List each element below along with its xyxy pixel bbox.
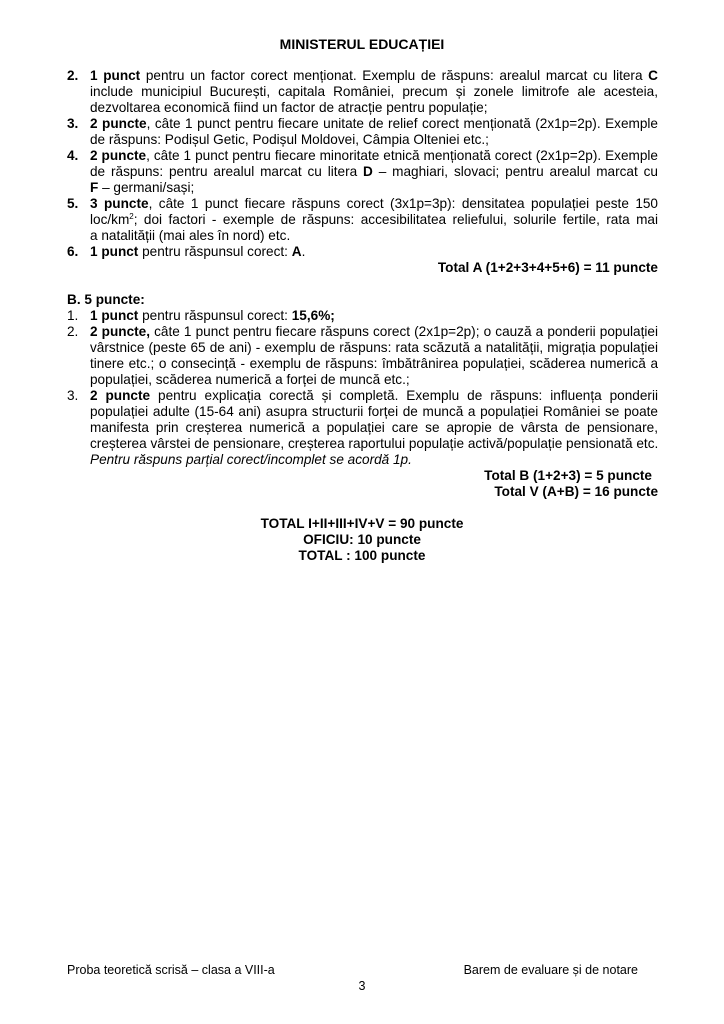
item-number: 5.: [67, 196, 79, 211]
item-line: F – germani/sași;: [90, 180, 195, 195]
item-line: a natalității (mai ales în nord) etc.: [90, 228, 291, 243]
footer-left: Proba teoretică scrisă – clasa a VIII-a: [67, 963, 275, 977]
item-number: 3.: [67, 388, 79, 403]
item-line: dezvoltarea economică fiind un factor de atracție pentru populație;: [90, 100, 488, 115]
item-line: 2 puncte pentru explicația corectă și completă. Exemplu de răspuns: influența ponderii: [90, 388, 658, 403]
item-line: manifesta prin creșterea numerică a populației care se apropie de vârsta de pensionare,: [90, 420, 658, 435]
item-number: 3.: [67, 116, 79, 131]
item-number: 2.: [67, 324, 79, 339]
item-line: de răspuns: Podișul Getic, Podișul Moldovei, Câmpia Olteniei etc.;: [90, 132, 489, 147]
item-line: populației, scăderea numerică a forței de muncă etc.;: [90, 372, 410, 387]
footer-right: Barem de evaluare și de notare: [463, 963, 638, 977]
item-line: de răspuns: pentru arealul marcat cu litera D – maghiari, slovaci; pentru arealul marcat cu: [90, 164, 658, 179]
item-line: 1 punct pentru un factor corect menționat. Exemplu de răspuns: arealul marcat cu litera C: [90, 68, 658, 83]
item-line: tinere etc.; o consecință - exemplu de răspuns: îmbătrânirea populației, scăderea numerică a: [90, 356, 658, 371]
item-line: 3 puncte, câte 1 punct fiecare răspuns corect (3x1p=3p): densitatea populației peste 150: [90, 196, 658, 211]
item-line: populației adulte (15-64 ani) asupra structurii forței de muncă a populației României se poate: [90, 404, 658, 419]
total-final: TOTAL : 100 puncte: [298, 548, 426, 563]
item-line: vârstnice (peste 65 de ani) - exemplu de răspuns: rata scăzută a natalității, migrația populației: [90, 340, 658, 355]
item-line: 2 puncte, câte 1 punct pentru fiecare unitate de relief corect menționată (2x1p=2p). Exemple: [90, 116, 658, 131]
item-line: creșterea vârstei de pensionare, creșterea raportului populație activă/populație pensionată etc.: [90, 436, 659, 451]
item-line: 2 puncte, câte 1 punct pentru fiecare răspuns corect (2x1p=2p); o cauză a ponderii populației: [90, 324, 658, 339]
section-b-title: B. 5 puncte:: [67, 292, 145, 307]
item-line: 1 punct pentru răspunsul corect: 15,6%;: [90, 308, 335, 323]
total-v: Total V (A+B) = 16 puncte: [494, 484, 658, 499]
item-number: 4.: [67, 148, 79, 163]
grand-total: TOTAL I+II+III+IV+V = 90 puncte: [260, 516, 464, 531]
item-number: 6.: [67, 244, 79, 259]
total-a: Total A (1+2+3+4+5+6) = 11 puncte: [437, 260, 658, 275]
item-line: loc/$km^2$; doi factori - exemple de răspuns: accesibilitatea reliefului, solurile fertile, rata mai: [90, 212, 658, 227]
item-line: 1 punct pentru răspunsul corect: A.: [90, 244, 306, 259]
page-header: MINISTERUL EDUCAȚIEI: [279, 36, 445, 52]
item-number: 2.: [67, 68, 79, 83]
oficiu-points: OFICIU: 10 puncte: [303, 532, 421, 547]
total-b: Total B (1+2+3) = 5 puncte: [484, 468, 652, 483]
page-number: 3: [358, 979, 366, 993]
item-number: 1.: [67, 308, 79, 323]
partial-note: Pentru răspuns parțial corect/incomplet se acordă 1p.: [90, 452, 412, 467]
item-line: 2 puncte, câte 1 punct pentru fiecare minoritate etnică menționată corect (2x1p=2p). Exemple: [90, 148, 658, 163]
item-line: include municipiul București, capitala României, precum și zonele limitrofe ale acesteia,: [90, 84, 658, 99]
